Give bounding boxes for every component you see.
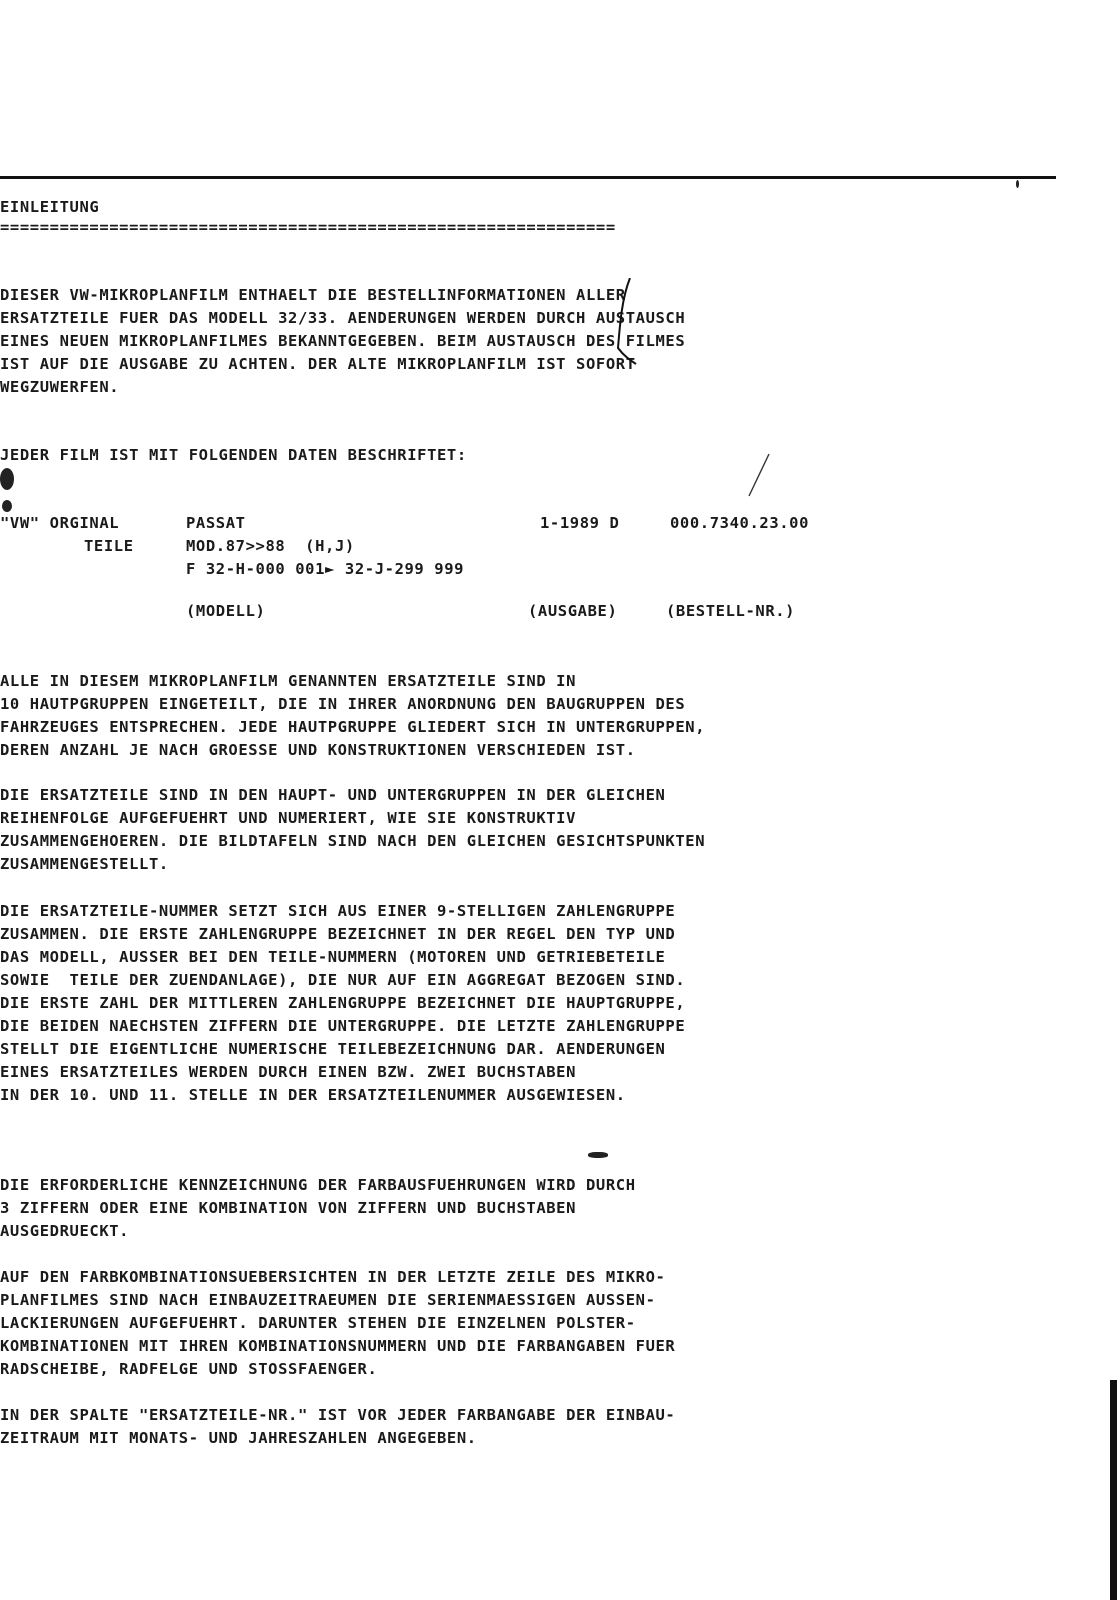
text-line: PLANFILMES SIND NACH EINBAUZEITRAEUMEN DIE SERIENMAESSIGEN AUSSEN- <box>0 1291 656 1309</box>
top-rule <box>0 176 1056 179</box>
scan-spot <box>2 500 12 512</box>
text-line: DIE ERSATZTEILE-NUMMER SETZT SICH AUS EINER 9-STELLIGEN ZAHLENGRUPPE <box>0 902 676 920</box>
text-line: DIE BEIDEN NAECHSTEN ZIFFERN DIE UNTERGRUPPE. DIE LETZTE ZAHLENGRUPPE <box>0 1017 686 1035</box>
text-line: STELLT DIE EIGENTLICHE NUMERISCHE TEILEBEZEICHNUNG DAR. AENDERUNGEN <box>0 1040 666 1058</box>
order-number: 000.7340.23.00 <box>670 514 810 532</box>
chassis-range: F 32-H-000 001► 32-J-299 999 <box>186 560 465 578</box>
brand-line-2: TEILE <box>84 537 134 555</box>
text-line: 3 ZIFFERN ODER EINE KOMBINATION VON ZIFFERN UND BUCHSTABEN <box>0 1199 577 1217</box>
text-line: DIE ERSTE ZAHL DER MITTLEREN ZAHLENGRUPPE BEZEICHNET DIE HAUPTGRUPPE, <box>0 994 686 1012</box>
text-line: EINES NEUEN MIKROPLANFILMES BEKANNTGEGEBEN. BEIM AUSTAUSCH DES FILMES <box>0 332 686 350</box>
scan-spot <box>0 468 14 490</box>
text-line: IN DER 10. UND 11. STELLE IN DER ERSATZTEILENUMMER AUSGEWIESEN. <box>0 1086 626 1104</box>
page-edge <box>1110 1380 1117 1600</box>
text-line: AUSGEDRUECKT. <box>0 1222 130 1240</box>
issue-date: 1-1989 D <box>540 514 620 532</box>
caption-issue: (AUSGABE) <box>528 602 618 620</box>
text-line: AUF DEN FARBKOMBINATIONSUEBERSICHTEN IN DER LETZTE ZEILE DES MIKRO- <box>0 1268 666 1286</box>
model-code: MOD.87>>88 (H,J) <box>186 537 355 555</box>
text-line: ZEITRAUM MIT MONATS- UND JAHRESZAHLEN ANGEGEBEN. <box>0 1429 477 1447</box>
text-line: DIE ERSATZTEILE SIND IN DEN HAUPT- UND UNTERGRUPPEN IN DER GLEICHEN <box>0 786 666 804</box>
text-line: 10 HAUTPGRUPPEN EINGETEILT, DIE IN IHRER ANORDNUNG DEN BAUGRUPPEN DES <box>0 695 686 713</box>
text-line: EINES ERSATZTEILES WERDEN DURCH EINEN BZW. ZWEI BUCHSTABEN <box>0 1063 577 1081</box>
text-line: DIESER VW-MIKROPLANFILM ENTHAELT DIE BESTELLINFORMATIONEN ALLER <box>0 286 626 304</box>
model-name: PASSAT <box>186 514 246 532</box>
scan-spot <box>1016 180 1019 188</box>
text-line: REIHENFOLGE AUFGEFUEHRT UND NUMERIERT, WIE SIE KONSTRUKTIV <box>0 809 577 827</box>
text-line: ERSATZTEILE FUER DAS MODELL 32/33. AENDERUNGEN WERDEN DURCH AUSTAUSCH <box>0 309 686 327</box>
text-line: ALLE IN DIESEM MIKROPLANFILM GENANNTEN ERSATZTEILE SIND IN <box>0 672 577 690</box>
text-line: FAHRZEUGES ENTSPRECHEN. JEDE HAUTPGRUPPE GLIEDERT SICH IN UNTERGRUPPEN, <box>0 718 706 736</box>
text-line: RADSCHEIBE, RADFELGE UND STOSSFAENGER. <box>0 1360 378 1378</box>
pen-mark <box>600 278 660 368</box>
title-underline: ============================================================== <box>0 218 616 236</box>
text-line: IST AUF DIE AUSGABE ZU ACHTEN. DER ALTE MIKROPLANFILM IST SOFORT <box>0 355 636 373</box>
text-line: DIE ERFORDERLICHE KENNZEICHNUNG DER FARBAUSFUEHRUNGEN WIRD DURCH <box>0 1176 636 1194</box>
brand-line: "VW" ORGINAL <box>0 514 120 532</box>
pen-mark <box>745 452 775 502</box>
text-line: DEREN ANZAHL JE NACH GROESSE UND KONSTRUKTIONEN VERSCHIEDEN IST. <box>0 741 636 759</box>
caption-model: (MODELL) <box>186 602 266 620</box>
text-line: ZUSAMMENGESTELLT. <box>0 855 169 873</box>
text-line: DAS MODELL, AUSSER BEI DEN TEILE-NUMMERN (MOTOREN UND GETRIEBETEILE <box>0 948 666 966</box>
caption-order: (BESTELL-NR.) <box>666 602 796 620</box>
text-line: LACKIERUNGEN AUFGEFUEHRT. DARUNTER STEHEN DIE EINZELNEN POLSTER- <box>0 1314 636 1332</box>
paragraph-label-intro: JEDER FILM IST MIT FOLGENDEN DATEN BESCHRIFTET: <box>0 446 467 464</box>
text-line: KOMBINATIONEN MIT IHREN KOMBINATIONSNUMMERN UND DIE FARBANGABEN FUER <box>0 1337 676 1355</box>
text-line: SOWIE TEILE DER ZUENDANLAGE), DIE NUR AUF EIN AGGREGAT BEZOGEN SIND. <box>0 971 686 989</box>
text-line: IN DER SPALTE "ERSATZTEILE-NR." IST VOR JEDER FARBANGABE DER EINBAU- <box>0 1406 676 1424</box>
text-line: WEGZUWERFEN. <box>0 378 120 396</box>
scan-spot <box>588 1152 608 1158</box>
text-line: ZUSAMMEN. DIE ERSTE ZAHLENGRUPPE BEZEICHNET IN DER REGEL DEN TYP UND <box>0 925 676 943</box>
text-line: ZUSAMMENGEHOEREN. DIE BILDTAFELN SIND NACH DEN GLEICHEN GESICHTSPUNKTEN <box>0 832 706 850</box>
section-title: EINLEITUNG <box>0 198 100 216</box>
